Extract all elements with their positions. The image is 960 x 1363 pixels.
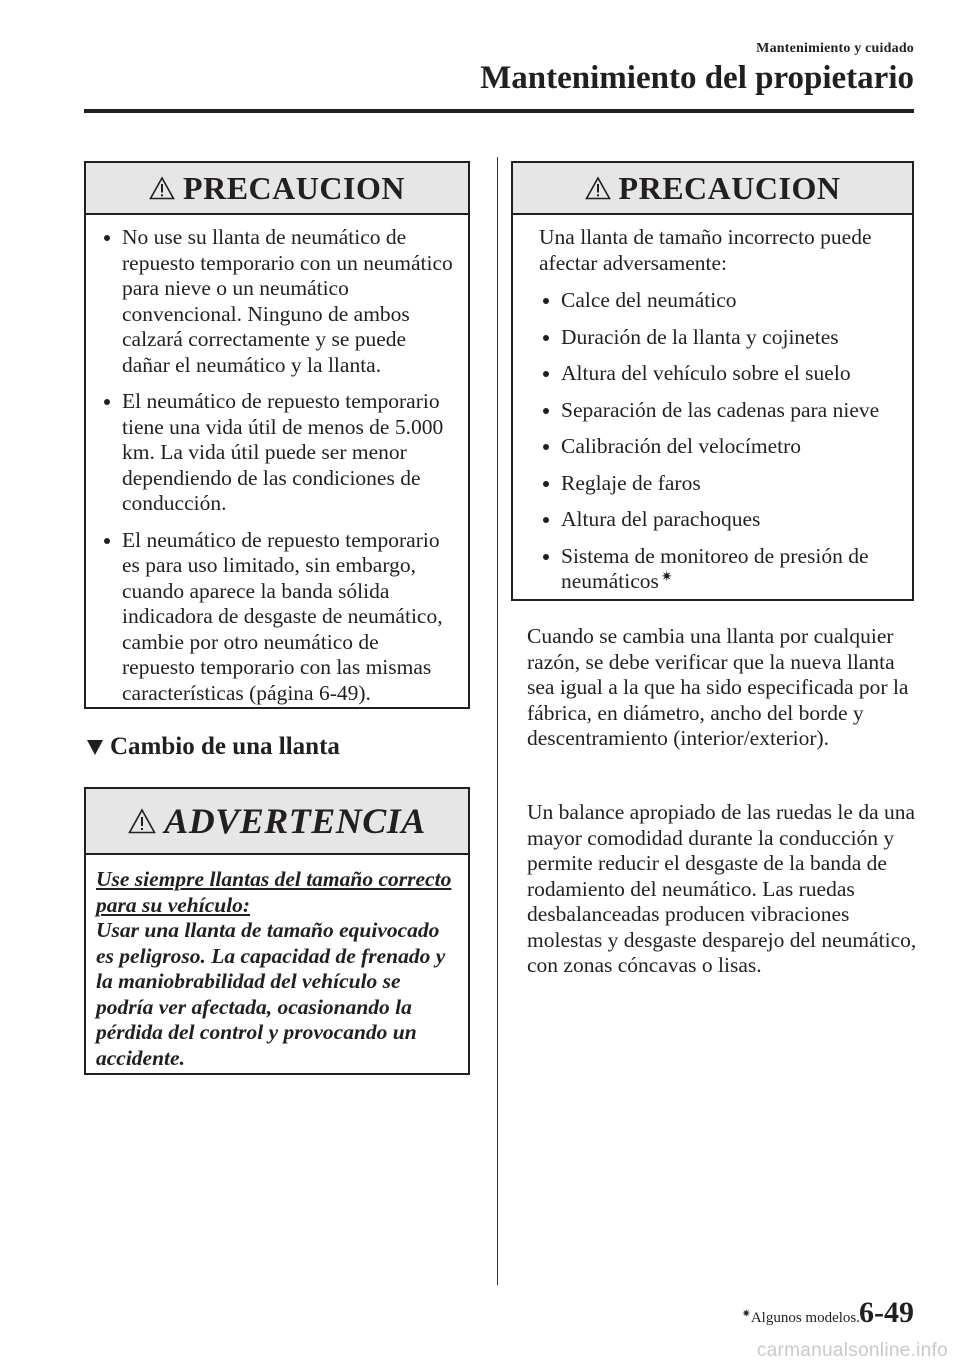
warning-body bbox=[86, 855, 468, 1083]
caution-body bbox=[86, 215, 468, 718]
warning-triangle-icon bbox=[128, 808, 156, 834]
caution-item: Separación de las cadenas para nieve bbox=[539, 398, 898, 424]
header-rule bbox=[84, 109, 914, 113]
caution-item: Calibración del velocímetro bbox=[539, 434, 898, 460]
caution-box-right bbox=[511, 161, 914, 601]
caution-header bbox=[513, 163, 912, 215]
watermark: carmanualsonline.info bbox=[756, 1340, 948, 1361]
warning-header bbox=[86, 789, 468, 855]
warning-box bbox=[84, 787, 470, 1075]
caution-item: Duración de la llanta y cojinetes bbox=[539, 325, 898, 351]
caution-item: No use su llanta de neumático de repuesto temporario con un neumático para nieve o un neumático convencional. Ninguno de ambos calzará correctamente y se puede dañar el neumático y la llanta. bbox=[100, 225, 454, 378]
warning-triangle-icon bbox=[585, 176, 611, 200]
warning-lead: Use siempre llantas del tamaño correcto para su vehículo: bbox=[96, 867, 452, 917]
header-section: Mantenimiento y cuidado bbox=[756, 41, 914, 56]
caution-item: El neumático de repuesto temporario es para uso limitado, sin embargo, cuando aparece la banda sólida indicadora de desgaste de neumático, cambie por otro neumático de repuesto temporario con las mismas características (página 6-49). bbox=[100, 528, 454, 707]
caution-body bbox=[513, 215, 912, 607]
caution-item: El neumático de repuesto temporario tiene una vida útil de menos de 5.000 km. La vida útil puede ser menor dependiendo de las condiciones de conducción. bbox=[100, 389, 454, 517]
caution-header bbox=[86, 163, 468, 215]
page-title: Mantenimiento del propietario bbox=[480, 60, 914, 96]
caution-title: PRECAUCION bbox=[618, 169, 841, 206]
footnote bbox=[740, 1310, 860, 1327]
caution-item: Altura del parachoques bbox=[539, 507, 898, 533]
section-title: Cambio de una llanta bbox=[110, 733, 340, 760]
column-divider bbox=[497, 157, 498, 1285]
caution-item bbox=[539, 544, 898, 595]
page-number: 6-49 bbox=[859, 1296, 914, 1329]
caution-item: Calce del neumático bbox=[539, 288, 898, 314]
caution-box-left bbox=[84, 161, 470, 709]
footnote-text: Algunos modelos. bbox=[750, 1310, 860, 1326]
caution-item-text: Sistema de monitoreo de presión de neumáticos bbox=[561, 543, 869, 593]
down-triangle-icon bbox=[86, 739, 104, 756]
caution-title: PRECAUCION bbox=[183, 169, 405, 206]
caution-item: Reglaje de faros bbox=[539, 471, 898, 497]
body-paragraph: Un balance apropiado de las ruedas le da una mayor comodidad durante la conducción y permite reducir el desgaste de la banda de rodamiento del neumático. Las ruedas desbalanceadas producen vibraciones molestas y desgaste desparejo del neumático, con zonas cóncavas o lisas. bbox=[527, 800, 917, 977]
warning-text: Usar una llanta de tamaño equivocado es peligroso. La capacidad de frenado y la maniobrabilidad del vehículo se podría ver afectada, ocasionando la pérdida del control y provocando un accidente. bbox=[96, 918, 446, 1070]
warning-title: ADVERTENCIA bbox=[164, 801, 426, 841]
caution-intro: Una llanta de tamaño incorrecto puede afectar adversamente: bbox=[539, 225, 872, 275]
caution-item: Altura del vehículo sobre el suelo bbox=[539, 361, 898, 387]
asterisk-mark: ✷ bbox=[660, 570, 673, 585]
body-paragraph: Cuando se cambia una llanta por cualquier razón, se debe verificar que la nueva llanta sea igual a la que ha sido especificada por la fábrica, en diámetro, ancho del borde y descentramiento (interior/exterior). bbox=[527, 624, 909, 750]
warning-triangle-icon bbox=[149, 176, 175, 200]
section-heading bbox=[86, 733, 340, 761]
asterisk-mark: ✷ bbox=[741, 1308, 751, 1320]
